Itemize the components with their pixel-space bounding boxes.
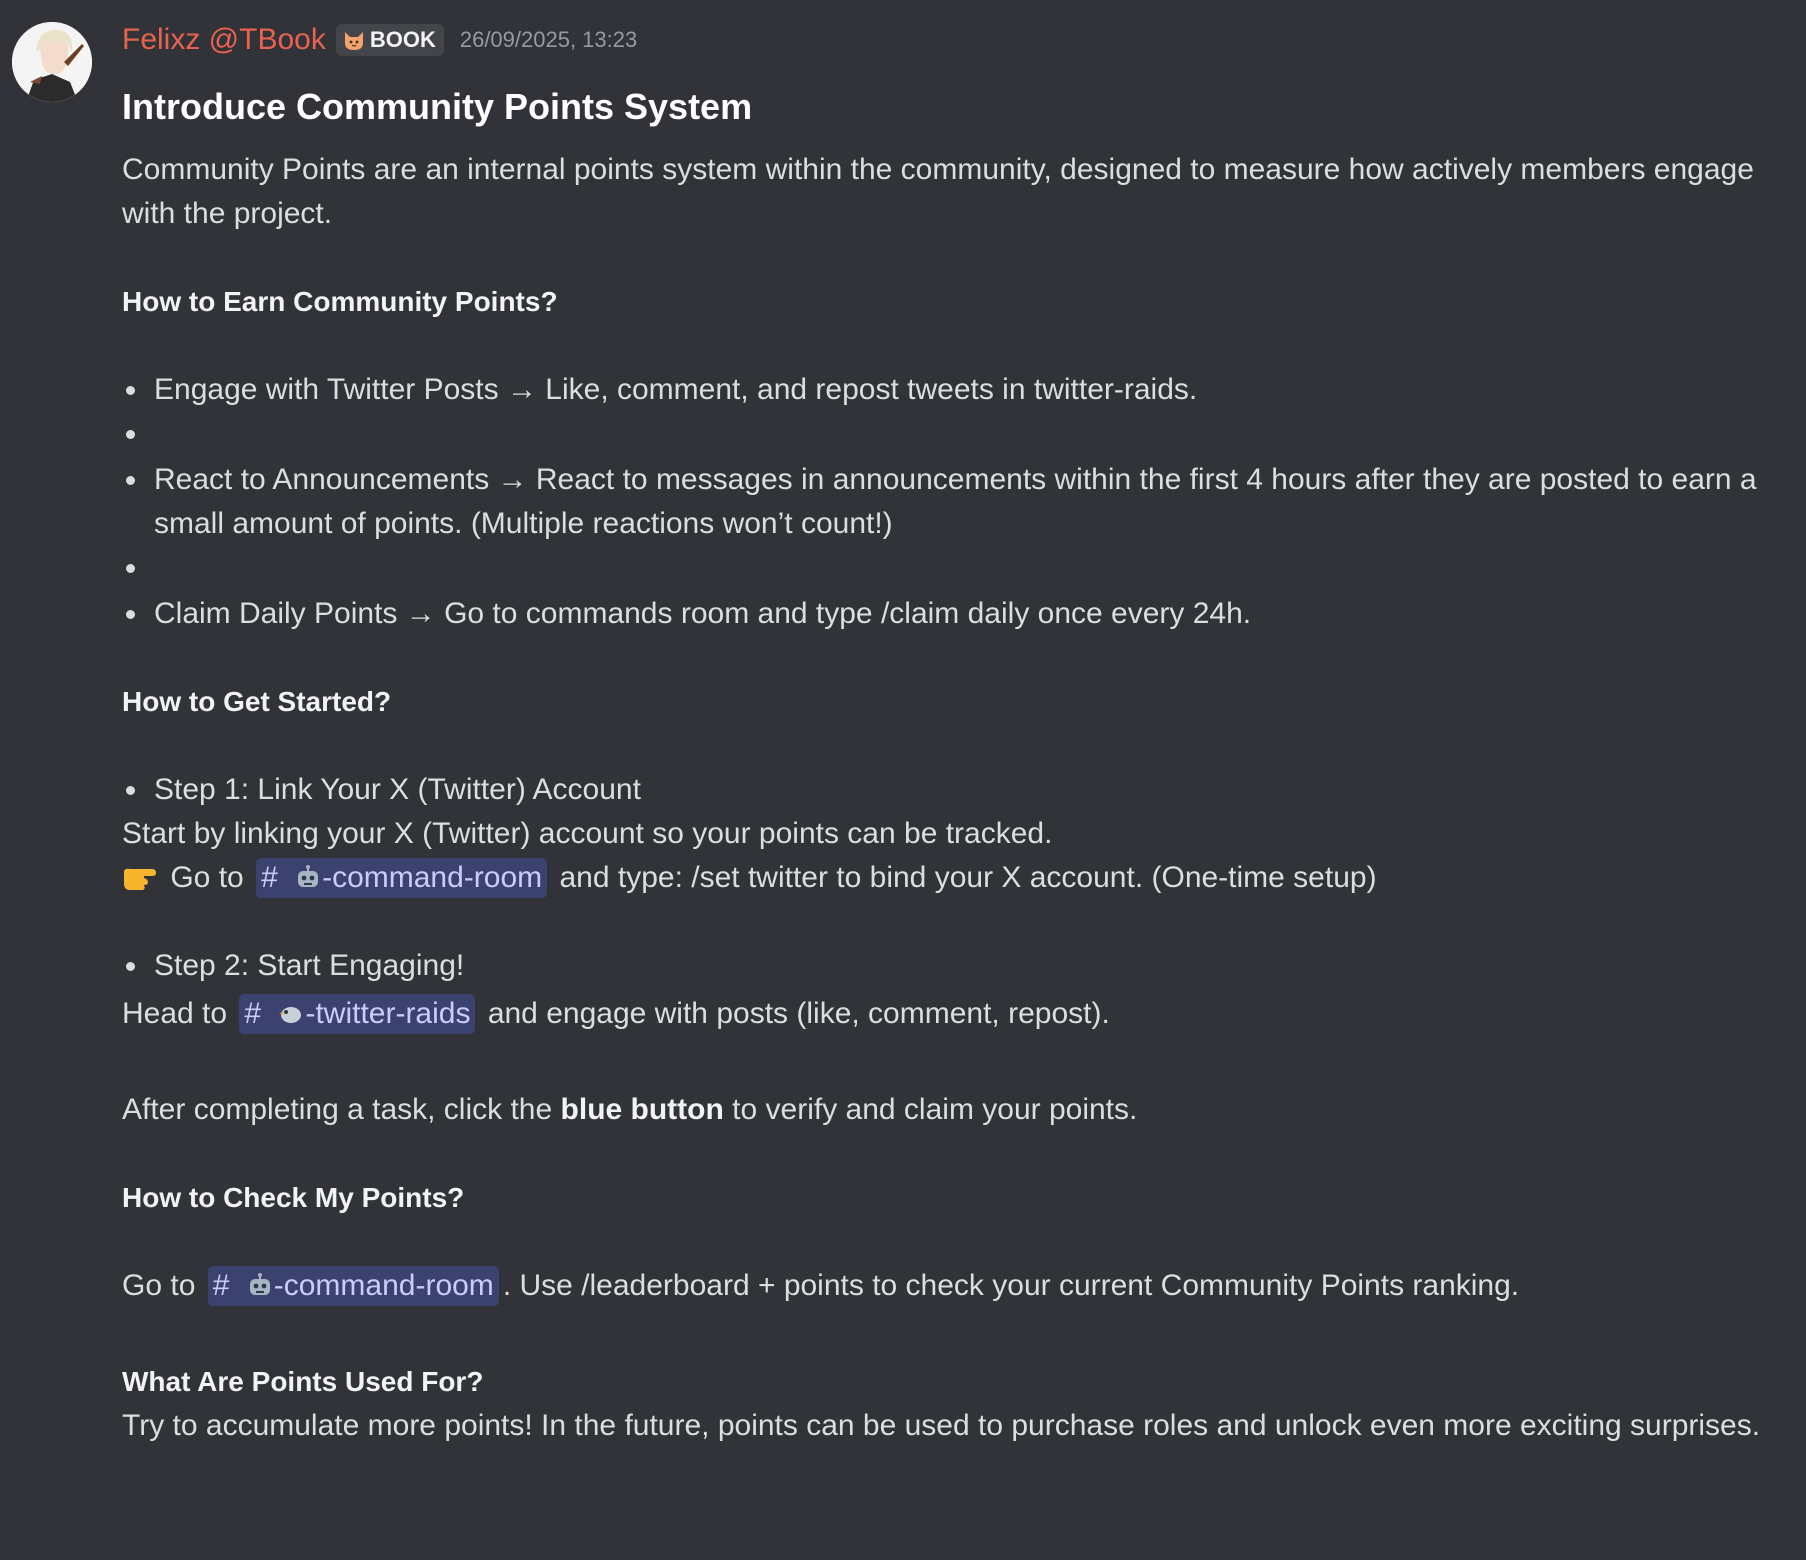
step1-list — [122, 768, 1762, 812]
list-spacer — [122, 412, 1762, 458]
hash-icon: # — [212, 1269, 230, 1302]
message-header — [122, 14, 1762, 66]
list-spacer — [122, 546, 1762, 592]
avatar-illustration-icon — [12, 22, 92, 102]
channel-mention-twitter-raids[interactable] — [239, 994, 475, 1034]
earn-item-twitter: Engage with Twitter Posts → Like, comment, and repost tweets in twitter-raids. — [122, 368, 1762, 412]
step2-title: Step 2: Start Engaging! — [122, 944, 1762, 988]
step1-go-to: Go to — [170, 861, 244, 894]
earn-item-daily: Claim Daily Points → Go to commands room and type /claim daily once every 24h. — [122, 592, 1762, 636]
hash-icon: # — [244, 997, 262, 1030]
hash-icon: # — [261, 861, 278, 894]
channel-mention-command-room[interactable] — [256, 858, 547, 898]
channel-name: -twitter-raids — [305, 997, 471, 1030]
message-content — [122, 14, 1762, 1448]
message-timestamp: 26/09/2025, 13:23 — [459, 27, 638, 52]
verify-bold: blue button — [560, 1093, 724, 1126]
check-heading: How to Check My Points? — [122, 1182, 465, 1213]
step1-title: Step 1: Link Your X (Twitter) Account — [122, 768, 1762, 812]
earn-item-announcements: React to Announcements → React to messages in announcements within the first 4 hours after they are posted to earn a small amount of points. (Multiple reactions won’t count!) — [122, 458, 1762, 546]
earn-list — [122, 368, 1762, 636]
verify-before: After completing a task, click the — [122, 1093, 553, 1126]
cat-emoji-icon — [342, 28, 366, 52]
pointing-hand-emoji-icon — [122, 862, 162, 892]
verify-paragraph — [122, 1088, 1762, 1132]
channel-name: -command-room — [273, 1269, 494, 1302]
step2-list — [122, 944, 1762, 988]
role-tag[interactable] — [336, 24, 444, 56]
author-name[interactable]: Felixz @TBook — [122, 23, 326, 56]
step1-description: Start by linking your X (Twitter) account so your points can be tracked. — [122, 817, 1053, 850]
step2-instruction — [122, 992, 1762, 1036]
channel-name: -command-room — [322, 861, 543, 894]
verify-after: to verify and claim your points. — [732, 1093, 1138, 1126]
robot-icon — [294, 863, 322, 891]
used-paragraph: Try to accumulate more points! In the future, points can be used to purchase roles and unlock even more exciting surprises. — [122, 1409, 1761, 1442]
check-paragraph — [122, 1264, 1762, 1308]
intro-paragraph: Community Points are an internal points system within the community, designed to measure how actively members engage with the project. — [122, 153, 1754, 230]
channel-mention-command-room[interactable] — [208, 1266, 499, 1306]
step1-after: and type: /set twitter to bind your X account. (One-time setup) — [559, 861, 1377, 894]
start-heading: How to Get Started? — [122, 686, 392, 717]
step1-instruction — [122, 856, 1762, 900]
user-avatar[interactable] — [12, 22, 92, 102]
step2-before: Head to — [122, 997, 228, 1030]
bird-icon — [277, 999, 305, 1027]
used-heading: What Are Points Used For? — [122, 1366, 484, 1397]
step2-after: and engage with posts (like, comment, repost). — [487, 997, 1110, 1030]
role-tag-label: BOOK — [369, 27, 436, 52]
message-title: Introduce Community Points System — [122, 86, 753, 127]
check-before: Go to — [122, 1269, 196, 1302]
check-after: . Use /leaderboard + points to check your current Community Points ranking. — [502, 1269, 1520, 1302]
earn-heading: How to Earn Community Points? — [122, 286, 558, 317]
robot-icon — [246, 1271, 274, 1299]
